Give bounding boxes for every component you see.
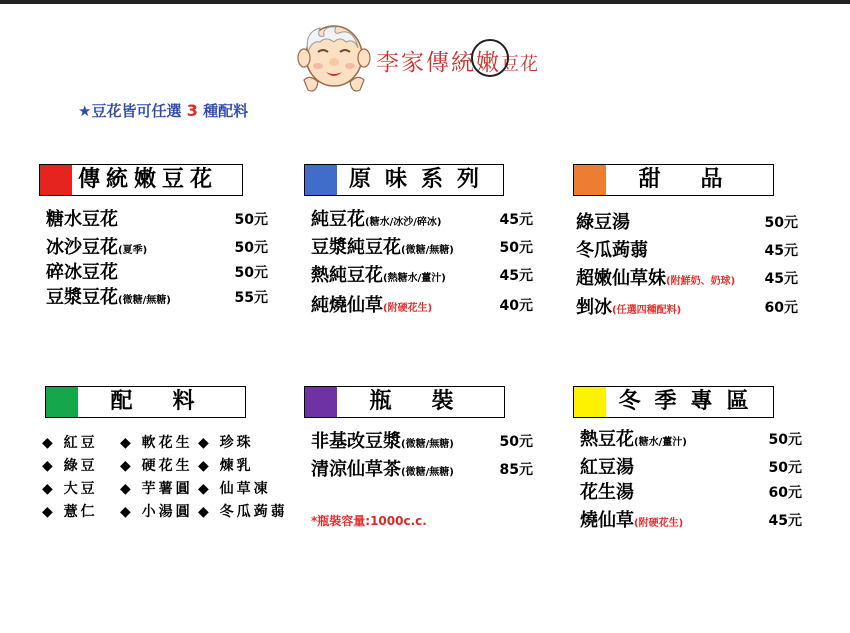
- section-title: 甜品: [638, 167, 763, 192]
- topping-item: ◆ 珍珠: [198, 435, 254, 451]
- item-price: 60元: [768, 485, 802, 501]
- item-name: 豆漿豆花: [46, 287, 118, 308]
- menu-item: [46, 208, 268, 232]
- item-name: 糖水豆花: [46, 209, 118, 230]
- menu-item: [311, 236, 533, 260]
- menu-item: [46, 236, 268, 260]
- menu-item: [580, 481, 802, 505]
- topping-item: ◆ 紅豆: [42, 435, 98, 451]
- toppings-row: [42, 501, 310, 524]
- brand-circle-char: 嫩: [476, 44, 501, 77]
- item-price: 50元: [234, 265, 268, 281]
- item-price: 50元: [234, 240, 268, 256]
- item-name: 豆漿純豆花: [311, 237, 401, 258]
- item-note: (任選四種配料): [612, 305, 682, 316]
- item-note: (微糖/無糖): [401, 245, 454, 256]
- section-title: 配料: [110, 389, 235, 414]
- topping-item: ◆ 煉乳: [198, 458, 254, 474]
- item-note: (微糖/無糖): [401, 467, 454, 478]
- topping-item: ◆ 硬花生: [120, 458, 193, 474]
- grandpa-logo: [296, 18, 372, 102]
- item-price: 45元: [499, 212, 533, 228]
- menu-item: [576, 239, 798, 263]
- bottle-capacity-note: *瓶裝容量:1000c.c.: [311, 514, 427, 528]
- topping-item: ◆ 冬瓜蒟蒻: [198, 504, 288, 520]
- section-header-toppings: [45, 386, 246, 418]
- toppings-list: [42, 432, 310, 524]
- section-header-original: [304, 164, 504, 196]
- topping-item: ◆ 仙草凍: [198, 481, 271, 497]
- menu-item: [311, 458, 533, 482]
- swatch-blue: [305, 165, 337, 195]
- item-note: (夏季): [118, 245, 148, 256]
- menu-item: [580, 509, 802, 533]
- section-title: 原味系列: [348, 167, 493, 192]
- item-note: (微糖/無糖): [401, 439, 454, 450]
- topping-item: ◆ 大豆: [42, 481, 98, 497]
- menu-item: [580, 428, 802, 452]
- item-price: 85元: [499, 462, 533, 478]
- brand-title: [376, 44, 539, 77]
- item-note: (糖水/冰沙/碎冰): [365, 217, 442, 228]
- menu-item: [580, 456, 802, 480]
- item-note: (附鮮奶、奶球): [666, 276, 736, 287]
- item-price: 50元: [499, 434, 533, 450]
- section-title: 傳統嫩豆花: [78, 167, 219, 192]
- item-name: 燒仙草: [580, 510, 634, 531]
- item-price: 50元: [234, 212, 268, 228]
- topping-item: ◆ 軟花生: [120, 435, 193, 451]
- menu-item: [311, 294, 533, 318]
- section-header-bottled: [304, 386, 505, 418]
- item-name: 綠豆湯: [576, 212, 630, 233]
- item-note: (糖水/薑汁): [634, 437, 687, 448]
- item-price: 50元: [499, 240, 533, 256]
- item-name: 花生湯: [580, 482, 634, 503]
- item-name: 熱純豆花: [311, 265, 383, 286]
- item-price: 50元: [768, 432, 802, 448]
- item-note: (熱糖水/薑汁): [383, 273, 446, 284]
- item-price: 40元: [499, 298, 533, 314]
- toppings-row: [42, 432, 310, 455]
- topping-item: ◆ 芋薯圓: [120, 481, 193, 497]
- brand-tail: 豆花: [501, 54, 539, 75]
- item-price: 45元: [499, 268, 533, 284]
- topping-item: ◆ 綠豆: [42, 458, 98, 474]
- item-price: 50元: [768, 460, 802, 476]
- top-border: [0, 0, 850, 4]
- item-price: 50元: [764, 215, 798, 231]
- menu-item: [311, 208, 533, 232]
- menu-item: [576, 267, 798, 291]
- item-name: 清涼仙草茶: [311, 459, 401, 480]
- swatch-green: [46, 387, 78, 417]
- section-header-dessert: [573, 164, 774, 196]
- item-note: (附硬花生): [383, 303, 433, 314]
- section-title: 瓶裝: [369, 389, 494, 414]
- topping-note: ★豆花皆可任選 3 種配料: [78, 101, 249, 120]
- item-name: 剉冰: [576, 297, 612, 318]
- swatch-orange: [574, 165, 606, 195]
- item-price: 60元: [764, 300, 798, 316]
- toppings-row: [42, 478, 310, 501]
- item-price: 55元: [234, 290, 268, 306]
- menu-item: [576, 211, 798, 235]
- topping-count: 3: [186, 101, 198, 120]
- brand-main: 李家傳統: [376, 50, 476, 76]
- item-name: 純燒仙草: [311, 295, 383, 316]
- item-name: 熱豆花: [580, 429, 634, 450]
- menu-item: [46, 261, 268, 285]
- item-price: 45元: [764, 271, 798, 287]
- item-note: (附硬花生): [634, 518, 684, 529]
- item-name: 冰沙豆花: [46, 237, 118, 258]
- item-name: 紅豆湯: [580, 457, 634, 478]
- section-header-winter: [573, 386, 774, 418]
- swatch-yellow: [574, 387, 606, 417]
- menu-item: [46, 286, 268, 310]
- toppings-row: [42, 455, 310, 478]
- item-name: 純豆花: [311, 209, 365, 230]
- swatch-purple: [305, 387, 337, 417]
- section-title: 冬季專區: [618, 389, 763, 414]
- menu-item: [576, 296, 798, 320]
- item-name: 超嫩仙草妹: [576, 268, 666, 289]
- item-price: 45元: [764, 243, 798, 259]
- item-price: 45元: [768, 513, 802, 529]
- swatch-red: [40, 165, 72, 195]
- topping-item: ◆ 薏仁: [42, 504, 98, 520]
- menu-item: [311, 430, 533, 454]
- item-name: 碎冰豆花: [46, 262, 118, 283]
- item-name: 非基改豆漿: [311, 431, 401, 452]
- topping-item: ◆ 小湯圓: [120, 504, 193, 520]
- item-note: (微糖/無糖): [118, 295, 171, 306]
- section-header-traditional: [39, 164, 243, 196]
- menu-item: [311, 264, 533, 288]
- item-name: 冬瓜蒟蒻: [576, 240, 648, 261]
